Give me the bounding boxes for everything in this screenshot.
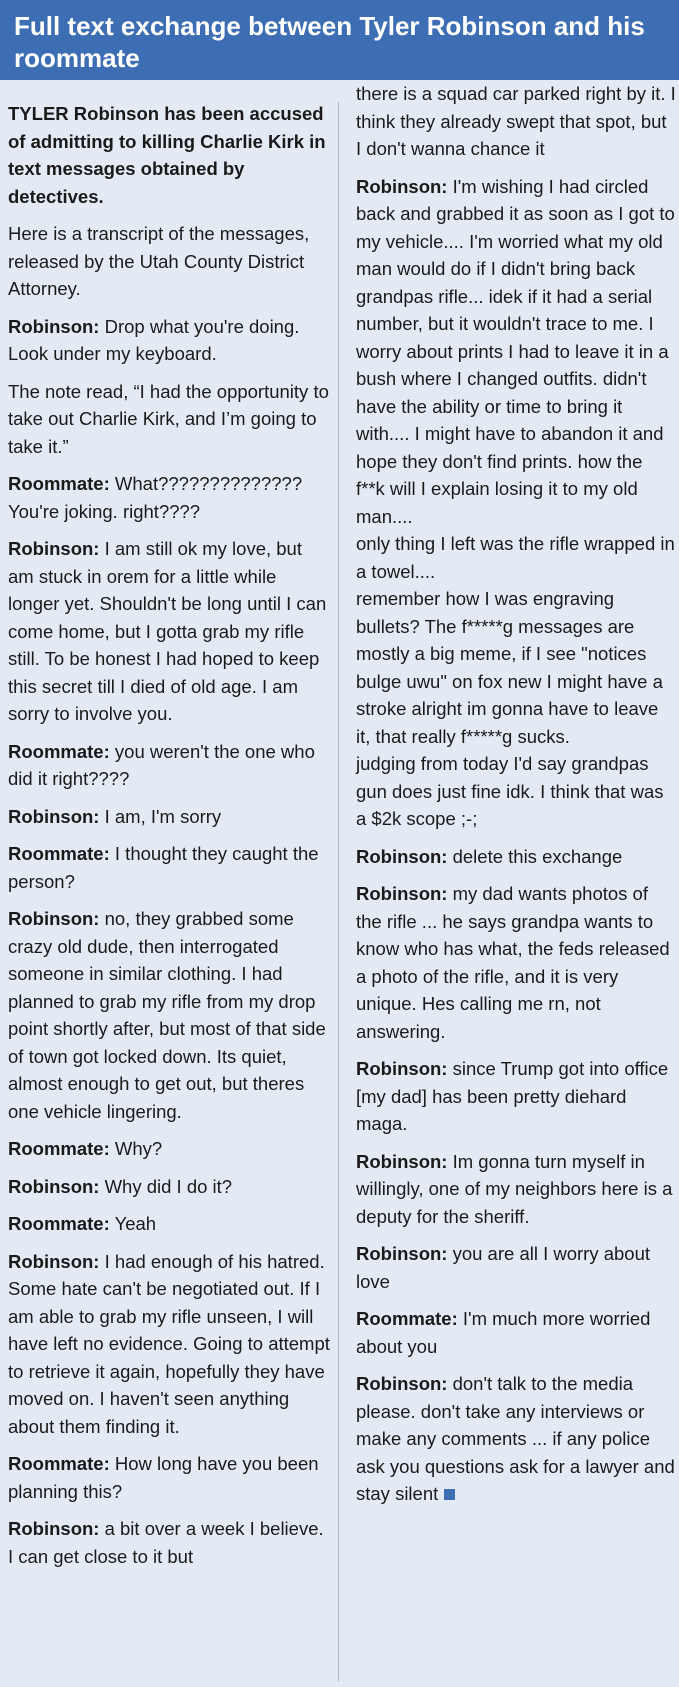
message-text: delete this exchange — [447, 845, 623, 867]
headline: Full text exchange between Tyler Robinson and his roommate — [14, 11, 645, 73]
message — [356, 1055, 676, 1138]
speaker-label: Robinson: — [8, 1175, 100, 1197]
speaker-label: Roommate: — [8, 1453, 110, 1474]
left-messages — [8, 313, 330, 1571]
speaker-label: Robinson: — [356, 1058, 448, 1079]
speaker-label: Robinson: — [8, 315, 100, 337]
message — [356, 173, 676, 833]
message-text: Yeah — [109, 1213, 157, 1234]
end-mark-icon — [444, 1489, 455, 1500]
message-text: I had enough of his hatred. Some hate can't be negotiated out. If I am able to grab my rifle unseen, I will have left no evidence. Going to attempt to retrieve it again, hopefully they have moved on. I haven't seen anything about them finding it. — [8, 1250, 330, 1437]
message-text: my dad wants photos of the rifle ... he says grandpa wants to know who has what, the feds released a photo of the rifle, and it is very unique. Hes calling me rn, not answering. — [356, 883, 670, 1042]
message-text: I am, I'm sorry — [99, 805, 222, 827]
speaker-label: Roommate: — [8, 1213, 110, 1234]
speaker-label: Roommate: — [8, 843, 110, 864]
message-text: a bit over a week I believe. I can get close to it but — [8, 1518, 324, 1567]
message — [8, 840, 330, 895]
message-text: I am still ok my love, but am stuck in orem for a little while longer yet. Shouldn't be long until I can come home, but I gotta grab my rifle still. To be honest I had hoped to keep this secret till I died of old age. I am sorry to involve you. — [8, 538, 327, 724]
headline-bar — [0, 0, 679, 80]
message-text: no, they grabbed some crazy old dude, then interrogated someone in similar clothing. I had planned to grab my rifle from my drop point shortly after, but most of that side of town got locked down. Its quiet, almost enough to get out, but theres one vehicle lingering. — [8, 908, 326, 1122]
message — [356, 1148, 676, 1231]
left-column — [8, 80, 330, 1687]
speaker-label: Robinson: — [8, 908, 100, 929]
continued-message: there is a squad car parked right by it. I think they already swept that spot, but I don't wanna chance it — [356, 83, 676, 159]
message-text: you are all I worry about love — [356, 1243, 651, 1292]
transcript-panel — [0, 80, 679, 1687]
message — [356, 1370, 676, 1508]
message — [8, 1135, 330, 1163]
message — [8, 313, 330, 368]
message-text: you weren't the one who did it right???? — [8, 740, 315, 789]
message — [8, 1210, 330, 1238]
message — [356, 1240, 676, 1295]
speaker-label: Robinson: — [8, 1518, 100, 1539]
message — [8, 1515, 330, 1570]
message — [8, 1248, 330, 1441]
message — [356, 1305, 676, 1360]
speaker-label: Roommate: — [356, 1308, 458, 1329]
message — [8, 535, 330, 728]
speaker-label: Roommate: — [8, 473, 110, 494]
message — [8, 1173, 330, 1201]
speaker-label: Robinson: — [356, 175, 448, 197]
speaker-label: Robinson: — [8, 805, 100, 827]
message — [8, 738, 330, 793]
message-text: I thought they caught the person? — [8, 843, 319, 892]
column-divider — [338, 102, 339, 1681]
message-text: Why did I do it? — [99, 1175, 233, 1197]
speaker-label: Robinson: — [8, 538, 100, 559]
message — [8, 1450, 330, 1505]
message — [356, 880, 676, 1045]
message-text: The note read, “I had the opportunity to take out Charlie Kirk, and I’m going to take it.” — [8, 380, 329, 457]
lead-paragraph: TYLER Robinson has been accused of admitting to killing Charlie Kirk in text messages obtained by detectives. — [8, 103, 326, 207]
message-text: What?????????????? You're joking. right???? — [8, 473, 303, 522]
message-text: Im gonna turn myself in willingly, one of my neighbors here is a deputy for the sheriff. — [356, 1150, 673, 1227]
message-text: don't talk to the media please. don't take any interviews or make any comments ... if any police ask you questions ask for a lawyer and stay silent — [356, 1373, 675, 1504]
message — [8, 470, 330, 525]
speaker-label: Robinson: — [356, 845, 448, 867]
message-text: since Trump got into office [my dad] has been pretty diehard maga. — [356, 1058, 669, 1134]
right-messages — [356, 173, 676, 1508]
message — [8, 803, 330, 831]
message-text: I'm much more worried about you — [356, 1308, 651, 1357]
speaker-label: Roommate: — [8, 740, 110, 762]
right-column — [356, 80, 676, 1687]
intro-paragraph: Here is a transcript of the messages, released by the Utah County District Attorney. — [8, 223, 310, 299]
message-text: Why? — [109, 1138, 163, 1159]
speaker-label: Robinson: — [356, 1373, 448, 1394]
speaker-label: Robinson: — [356, 1150, 448, 1172]
speaker-label: Robinson: — [8, 1250, 100, 1272]
message-text: How long have you been planning this? — [8, 1453, 319, 1502]
speaker-label: Robinson: — [356, 1243, 448, 1264]
message — [8, 378, 330, 461]
speaker-label: Robinson: — [356, 883, 448, 904]
speaker-label: Roommate: — [8, 1138, 110, 1159]
message-text: Drop what you're doing. Look under my keyboard. — [8, 315, 300, 364]
message-text: I'm wishing I had circled back and grabbed it as soon as I got to my vehicle.... I'm worried what my old man would do if I didn't bring back grandpas rifle... idek if it had a serial number, but it wouldn't trace to me. I worry about prints I had to leave it in a bush where I changed outfits. didn't have the ability or time to bring it with.... I might have to abandon it and hope they don't find prints. how the f**k will I explain losing it to my old man.... only thing I left was the rifle wrapped in a towel.... remember how I was engraving bullets? The f*****g messages are mostly a big meme, if I see "notices bulge uwu" on fox new I might have a stroke alright im gonna have to leave it, that really f*****g sucks. judging from today I'd say grandpas gun does just fine idk. I think that was a $2k scope ;-; — [356, 175, 675, 829]
message — [356, 843, 676, 871]
message — [8, 905, 330, 1125]
